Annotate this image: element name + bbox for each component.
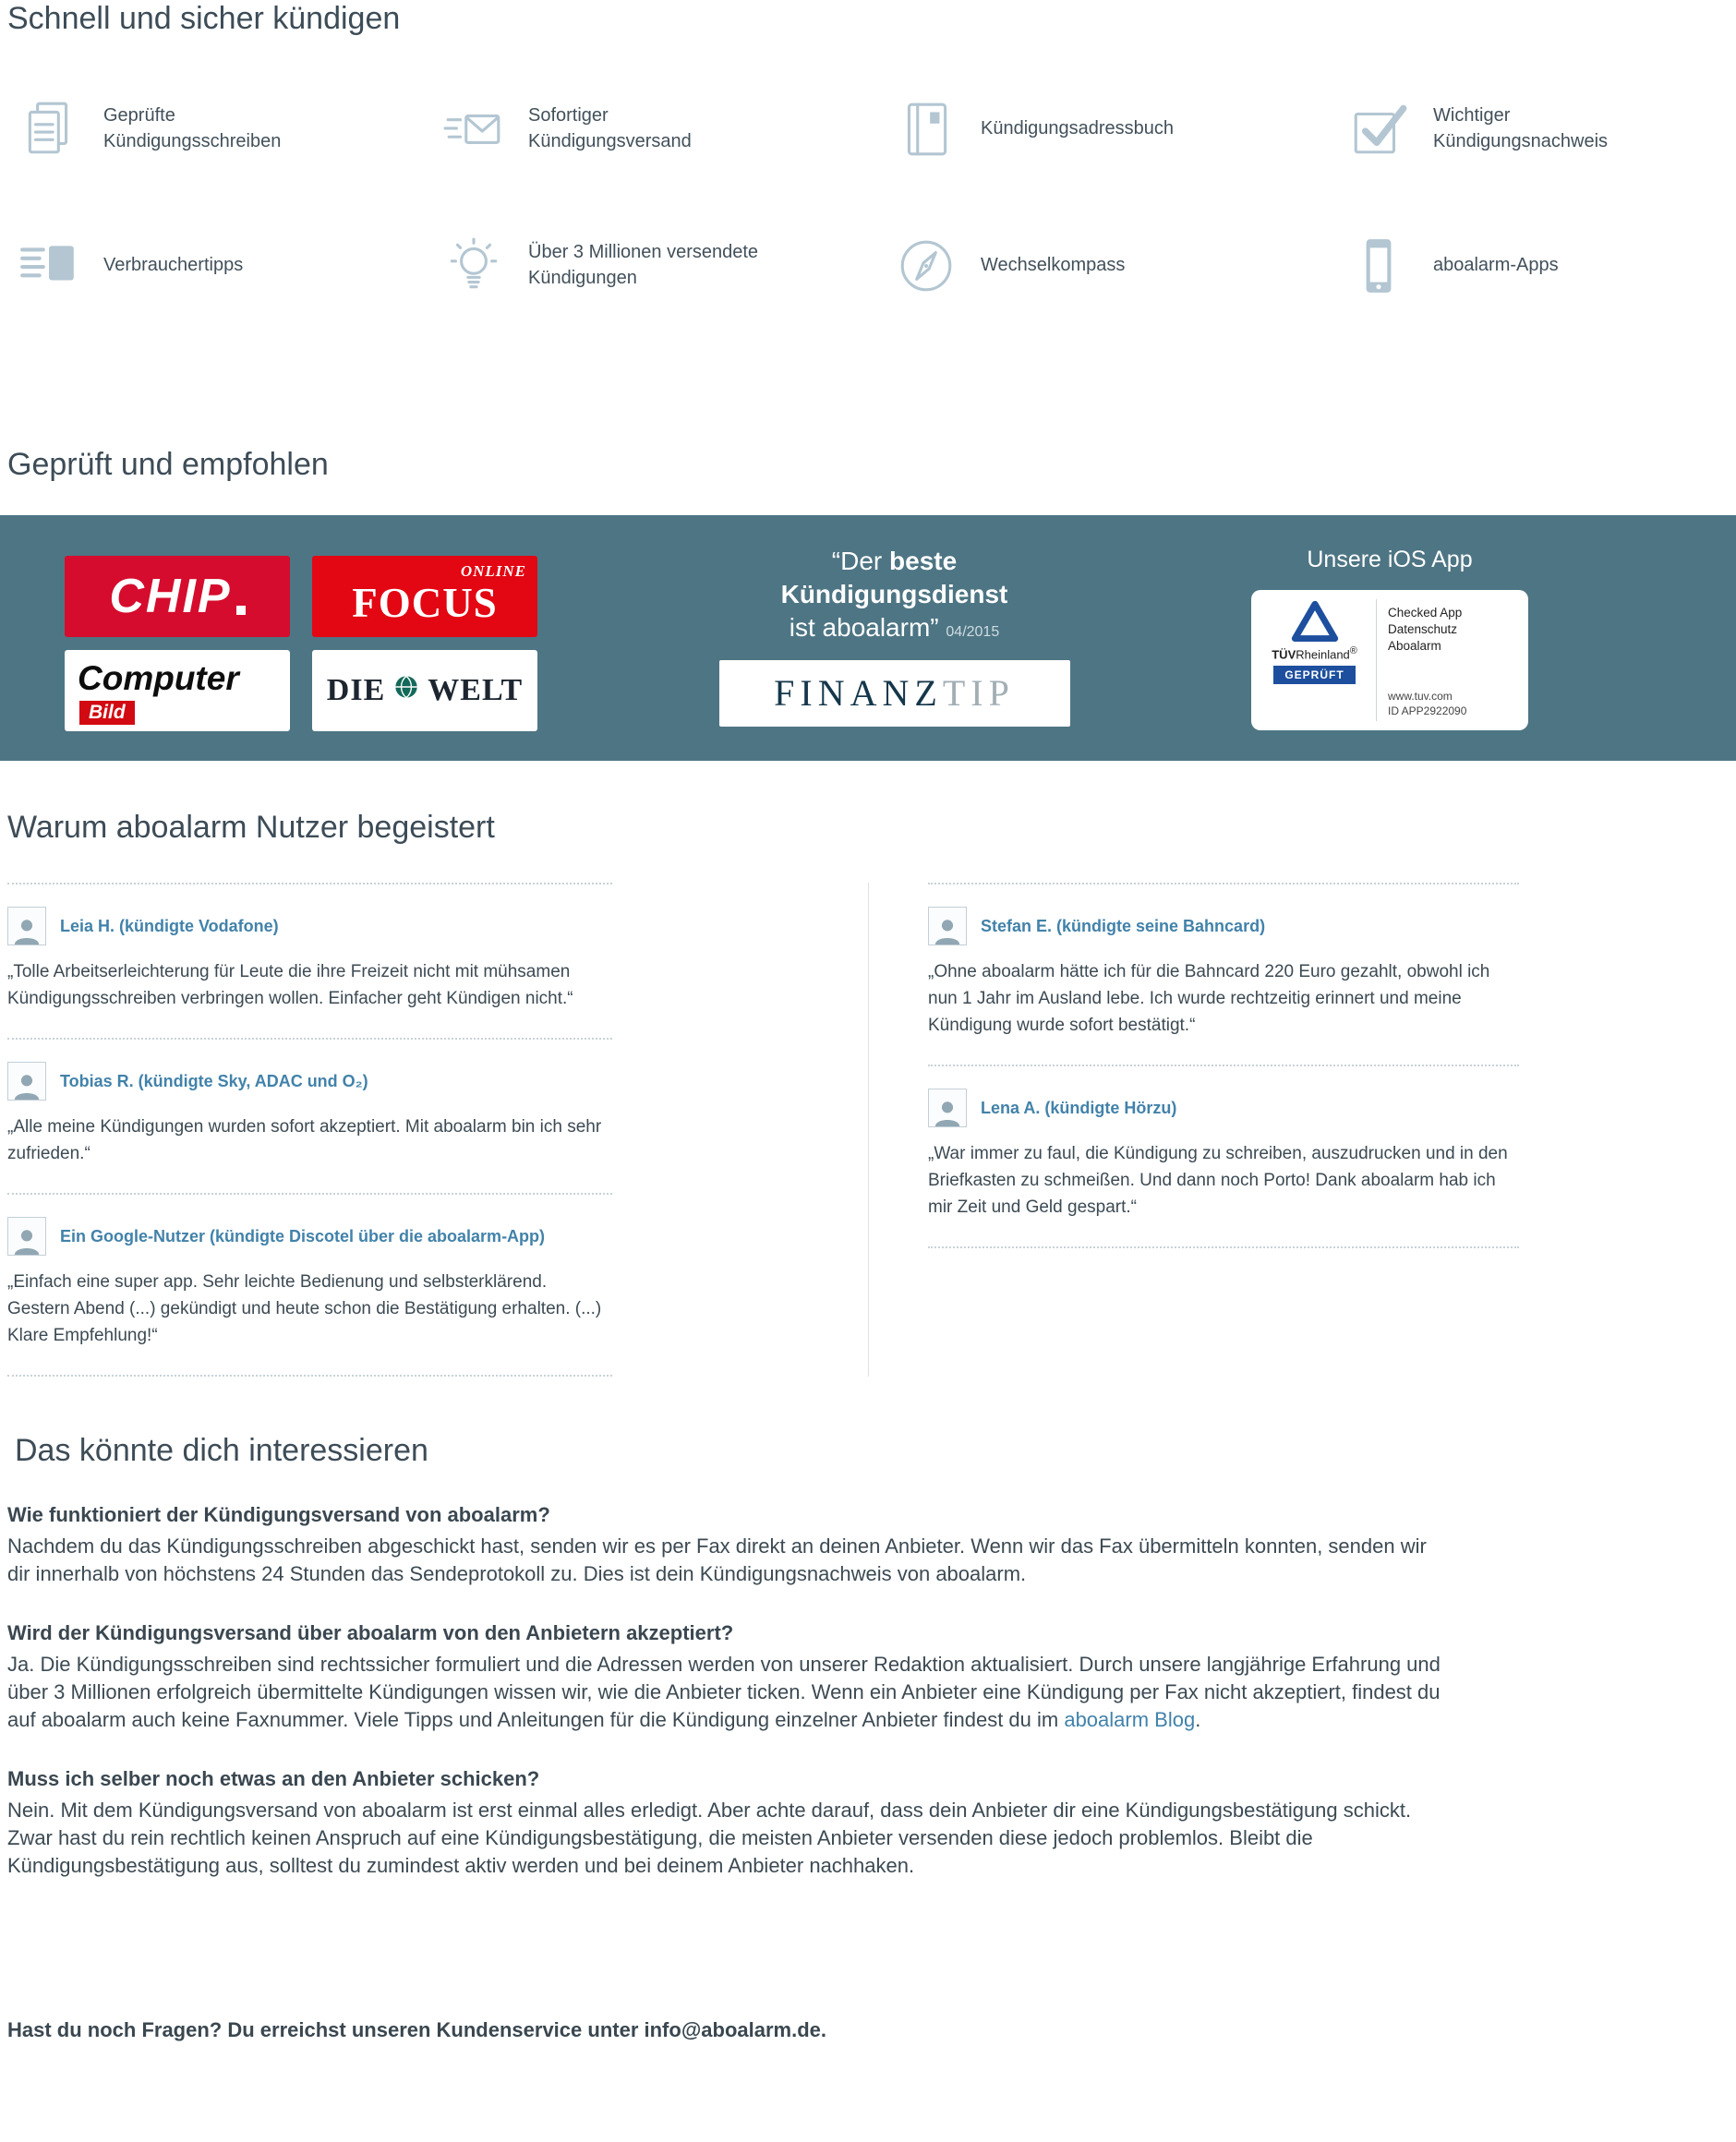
faq-question-3: Muss ich selber noch etwas an den Anbieter schicken? — [7, 1767, 540, 1791]
faq-question-2: Wird der Kündigungsversand über aboalarm von den Anbietern akzeptiert? — [7, 1621, 734, 1645]
testimonial-header — [7, 1217, 612, 1256]
smartphone-icon — [1348, 235, 1409, 296]
faq-answer-2: Ja. Die Kündigungsschreiben sind rechtssicher formuliert und die Adressen werden von unserer Redaktion aktualisiert. Durch unsere langjährige Erfahrung und über 3 Millionen erfolgreich übermittelte Kündigungen wissen wir, wie die Anbieter ticken. Wenn ein Anbieter eine Kündigung per Fax nicht akzeptiert, findest du auf aboalarm auch keine Faxnummer. Viele Tipps und Anleitungen für die Kündigung einzelner Anbieter findest du im aboalarm Blog. — [7, 1653, 1441, 1732]
user-avatar-icon — [7, 1062, 46, 1101]
testimonial-item — [928, 1065, 1519, 1248]
chip-logo-dot — [236, 606, 246, 615]
quote-text: “Der — [831, 546, 890, 575]
testimonial-quote: „War immer zu faul, die Kündigung zu schreiben, auszudrucken und in den Briefkasten zu schmeißen. Und dann noch Porto! Dank aboalarm hab ich mir Zeit und Geld gespart.“ — [928, 1144, 1508, 1218]
feature-label: Geprüfte Kündigungsschreiben — [103, 105, 282, 151]
user-avatar-icon — [7, 1217, 46, 1256]
testimonial-author: Leia H. (kündigte Vodafone) — [60, 916, 279, 935]
section-title-interest: Das könnte dich interessieren — [15, 1433, 428, 1469]
feature-label: Wichtiger Kündigungsnachweis — [1433, 105, 1609, 151]
feature-label: Wechselkompass — [981, 255, 1126, 275]
send-icon — [443, 99, 504, 160]
feature-label: Sofortiger Kündigungsversand — [528, 105, 692, 151]
tuv-badge-right — [1377, 599, 1517, 721]
user-avatar-icon — [928, 907, 967, 945]
tuv-id: ID APP2922090 — [1388, 704, 1467, 717]
feature-item-apps — [1348, 224, 1736, 307]
faq-answer-3: Nein. Mit dem Kündigungsversand von aboalarm ist erst einmal alles erledigt. Aber achte darauf, dass dein Anbieter dir eine Kündigungsbestätigung schickt. Zwar hast du rein rechtlich keinen Anspruch auf eine Kündigungsbestätigung, die meisten Anbieter versenden diese jedoch problemlos. Bleibt die Kündigungsbestätigung aus, solltest du zumindest aktiv werden und bei deinem Anbieter nachhaken. — [7, 1799, 1412, 1878]
testimonial-header — [7, 907, 612, 945]
feature-item-millions — [443, 224, 896, 307]
welt-text-die: DIE — [326, 672, 386, 707]
die-welt-logo — [312, 650, 537, 731]
contact-line: Hast du noch Fragen? Du erreichst unseren Kundenservice unter info@aboalarm.de. — [7, 2018, 826, 2042]
user-avatar-icon — [928, 1089, 967, 1127]
compass-icon — [896, 235, 957, 296]
testimonial-header — [928, 907, 1519, 945]
feature-item-address-book — [896, 88, 1348, 171]
focus-online-logo — [312, 556, 537, 637]
testimonial-item — [928, 883, 1519, 1065]
finanztip-text-finanz: FINANZ — [774, 672, 943, 715]
press-banner — [0, 515, 1736, 761]
testimonial-quote: „Ohne aboalarm hätte ich für die Bahncard 220 Euro gezahlt, obwohl ich nun 1 Jahr im Ausland lebe. Ich wurde rechtzeitig erinnert und meine Kündigung wurde sofort bestätigt.“ — [928, 962, 1490, 1036]
testimonial-header — [928, 1089, 1519, 1127]
tuv-brand: TÜVRheinland® — [1272, 644, 1357, 661]
section-title-approved: Geprüft und empfohlen — [7, 446, 329, 482]
testimonials-column-left — [7, 883, 612, 1377]
focus-online-text: ONLINE — [460, 561, 526, 580]
tuv-badge-left — [1262, 599, 1377, 721]
feature-label: Über 3 Millionen versendete Kündigungen — [528, 242, 759, 288]
testimonial-author: Tobias R. (kündigte Sky, ADAC und O₂) — [60, 1071, 368, 1090]
welt-text-welt: WELT — [428, 672, 524, 707]
press-quote-block — [719, 545, 1070, 761]
press-quote: “Der beste Kündigungsdienst ist aboalarm” 04/2015 — [780, 546, 1008, 643]
testimonials-divider — [868, 883, 869, 1377]
finanztip-text-tip: TIP — [942, 672, 1015, 715]
tuv-certified-badge — [1251, 590, 1528, 730]
chip-logo — [65, 556, 290, 637]
ios-app-block — [1251, 547, 1528, 761]
chip-logo-text: CHIP — [109, 569, 232, 623]
faq-section — [0, 1432, 1736, 2042]
features-grid — [18, 88, 1736, 307]
testimonial-author: Lena A. (kündigte Hörzu) — [981, 1098, 1177, 1117]
document-icon — [18, 99, 79, 160]
computer-text: Computer — [78, 658, 239, 697]
testimonial-author: Ein Google-Nutzer (kündigte Discotel über die aboalarm-App) — [60, 1226, 546, 1245]
testimonial-header — [7, 1062, 612, 1101]
focus-text: FOCUS — [352, 579, 498, 626]
tuv-geprueft-label: GEPRÜFT — [1273, 666, 1355, 684]
press-logo-grid — [65, 556, 537, 761]
quote-date: 04/2015 — [946, 624, 1000, 641]
testimonial-quote: „Tolle Arbeitserleichterung für Leute die ihre Freizeit nicht mit mühsamen Kündigungsschreiben verbringen wollen. Einfacher geht Kündigen nicht.“ — [7, 962, 573, 1009]
faq-question-1: Wie funktioniert der Kündigungsversand von aboalarm? — [7, 1503, 550, 1527]
tuv-checked-app: Checked App — [1388, 605, 1463, 620]
customer-service-email-link[interactable]: info@aboalarm.de — [644, 2018, 821, 2042]
testimonial-quote: „Einfach eine super app. Sehr leichte Bedienung und selbsterklärend. Gestern Abend (...) gekündigt und heute schon die Bestätigung erhalten. (...) Klare Empfehlung!“ — [7, 1272, 602, 1346]
aboalarm-blog-link[interactable]: aboalarm Blog — [1064, 1708, 1196, 1732]
feature-label: Kündigungsadressbuch — [981, 118, 1175, 138]
feature-item-compass — [896, 224, 1348, 307]
testimonial-author: Stefan E. (kündigte seine Bahncard) — [981, 916, 1266, 935]
check-icon — [1348, 99, 1409, 160]
testimonials-column-right — [928, 883, 1519, 1377]
tuv-triangle-icon — [1291, 599, 1339, 643]
section-title-testimonials: Warum aboalarm Nutzer begeistert — [7, 809, 495, 845]
tuv-url: www.tuv.com — [1388, 690, 1453, 704]
bild-text: Bild — [79, 701, 135, 725]
feature-label: Verbrauchertipps — [103, 255, 244, 275]
address-book-icon — [896, 99, 957, 160]
section-title-fast-secure: Schnell und sicher kündigen — [7, 1, 401, 36]
feature-item-letters — [18, 88, 443, 171]
faq-answer-1: Nachdem du das Kündigungsschreiben abgeschickt hast, senden wir es per Fax direkt an deinen Anbieter. Wenn wir das Fax übermitteln konnten, senden wir dir innerhalb von höchstens 24 Stunden das Sendeprotokoll zu. Dies ist dein Kündigungsnachweis von aboalarm. — [7, 1534, 1427, 1586]
testimonial-item — [7, 1038, 612, 1193]
testimonial-item — [7, 1193, 612, 1377]
feature-item-proof — [1348, 88, 1736, 171]
globe-icon — [393, 673, 419, 708]
tuv-datenschutz: Datenschutz — [1388, 621, 1458, 636]
testimonial-item — [7, 883, 612, 1038]
finanztip-logo — [719, 660, 1070, 727]
tips-icon — [18, 235, 79, 296]
feature-label: aboalarm-Apps — [1433, 255, 1559, 275]
tuv-aboalarm: Aboalarm — [1388, 639, 1441, 654]
page-header — [0, 0, 1736, 307]
ios-app-title: Unsere iOS App — [1307, 546, 1473, 572]
feature-item-tips — [18, 224, 443, 307]
user-avatar-icon — [7, 907, 46, 945]
computer-bild-logo — [65, 650, 290, 731]
quote-text-end: ist aboalarm” — [789, 613, 939, 643]
feature-item-send — [443, 88, 896, 171]
testimonials-section — [0, 883, 1736, 1377]
lightbulb-icon — [443, 235, 504, 296]
testimonial-quote: „Alle meine Kündigungen wurden sofort akzeptiert. Mit aboalarm bin ich sehr zufrieden.“ — [7, 1117, 602, 1164]
